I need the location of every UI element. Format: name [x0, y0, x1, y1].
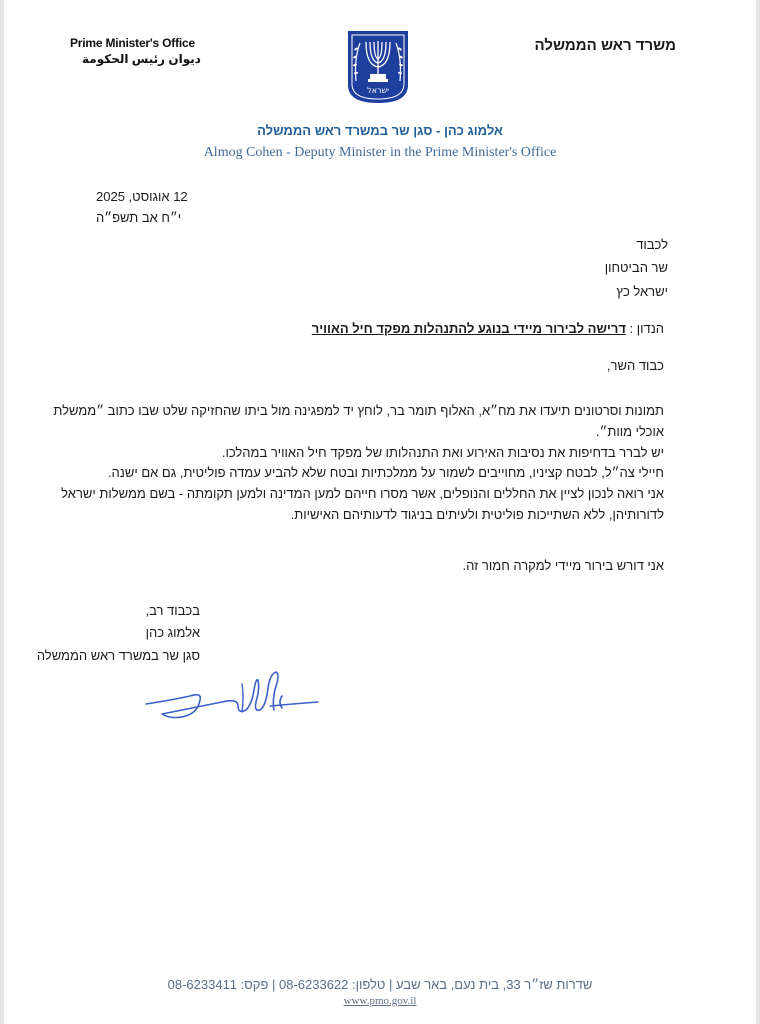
handwritten-signature: [142, 666, 322, 726]
body-paragraph: תמונות וסרטונים תיעדו את מח״א, האלוף תומר בר, לוחץ יד למפגינה מול ביתו שהחזיקה שלט שבו כתוב ״ממשלת אוכלי מוות״.: [53, 403, 664, 439]
date-gregorian: 12 אוגוסט, 2025: [96, 189, 188, 204]
letter-page: [4, 0, 756, 1024]
closing: בכבוד רב,: [145, 603, 200, 618]
state-of-israel-emblem-icon: [346, 29, 410, 105]
date-hebrew: י״ח אב תשפ״ה: [96, 210, 182, 225]
body-paragraph: אני דורש בירור מיידי למקרה חמור זה.: [462, 558, 664, 573]
addressee-name: ישראל כץ: [616, 284, 668, 299]
subject-label: הנדון :: [625, 321, 664, 336]
sender-title-hebrew: אלמוג כהן - סגן שר במשרד ראש הממשלה: [257, 123, 503, 138]
addressee-salutation: לכבוד: [636, 237, 668, 252]
office-name-arabic: ديوان رئيس الحكومة: [82, 52, 201, 66]
footer-website-link[interactable]: www.pmo.gov.il: [343, 995, 417, 1007]
body-paragraph: חיילי צה״ל, לבטח קציניו, מחוייבים לשמור על ממלכתיות ובטח שלא להביע עמדה פוליטית, גם אם ישנה.: [107, 465, 664, 480]
office-name-hebrew: משרד ראש הממשלה: [534, 37, 676, 54]
body-paragraph: יש לברר בדחיפות את נסיבות האירוע ואת התנהלותו של מפקד חיל האוויר במהלכו.: [221, 445, 664, 460]
signer-name: אלמוג כהן: [145, 625, 200, 640]
footer-contact: שדרות שז״ר 33, בית נעם, באר שבע | טלפון: 08-6233622 | פקס: 08-6233411: [167, 977, 593, 992]
subject-line: [64, 321, 664, 336]
office-name-english: Prime Minister's Office: [70, 36, 195, 50]
addressee-title: שר הביטחון: [604, 260, 668, 275]
emblem-text: ישראל: [367, 86, 389, 95]
subject-text: דרישה לבירור מיידי בנוגע להתנהלות מפקד חיל האוויר: [311, 321, 626, 336]
signer-role: סגן שר במשרד ראש הממשלה: [36, 648, 200, 663]
body-paragraph: אני רואה לנכון לציין את החללים והנופלים, אשר מסרו חייהם למען המדינה ולמען תקומתה - בשם ממשלות ישראל לדורותיהן, ללא השתייכות פוליטית ולעיתים בניגוד לדעותיהם האישיות.: [61, 486, 664, 522]
greeting: כבוד השר,: [606, 358, 664, 373]
sender-title-english: Almog Cohen - Deputy Minister in the Prime Minister's Office: [203, 145, 557, 160]
